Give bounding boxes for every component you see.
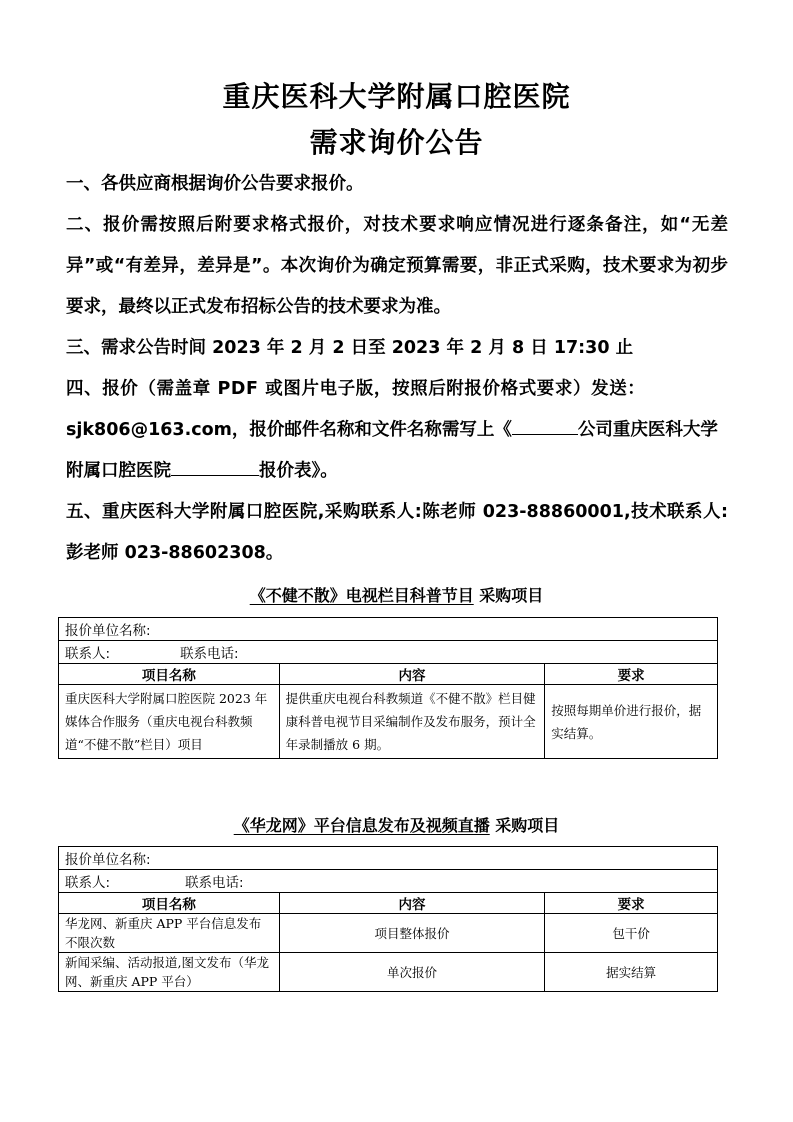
item-2: 二、报价需按照后附要求格式报价，对技术要求响应情况进行逐条备注，如“无差异”或“有差异，差异是”。本次询价为确定预算需要，非正式采购，技术要求为初步要求，最终以正式发布招标公告的技术要求为准。	[66, 215, 728, 317]
row-content: 项目整体报价	[279, 914, 545, 953]
contact-label: 联系人:	[65, 646, 111, 662]
section-2-table	[58, 846, 718, 992]
item-4-line-2	[66, 410, 728, 451]
contact-label: 联系人:	[65, 875, 111, 891]
phone-label: 联系电话:	[185, 875, 244, 891]
header-project-name: 项目名称	[59, 664, 280, 685]
contact-field	[59, 870, 718, 893]
hospital-title: 重庆医科大学附属口腔医院	[222, 80, 571, 113]
row-requirement: 按照每期单价进行报价，据实结算。	[545, 685, 718, 759]
unit-name-field: 报价单位名称:	[59, 618, 718, 641]
table-row	[59, 953, 718, 992]
header-content: 内容	[279, 664, 545, 685]
item-5: 五、重庆医科大学附属口腔医院,采购联系人:陈老师 023-88860001,技术联系人:彭老师 023-88602308。	[66, 502, 728, 563]
header-content: 内容	[279, 893, 545, 914]
company-blank	[512, 420, 578, 435]
item-4-company-suffix: 公司重庆医科大学	[577, 420, 718, 440]
item-1: 一、各供应商根据询价公告要求报价。	[66, 174, 364, 194]
email-text: sjk806@163.com，报价邮件名称和文件名称需写上《	[66, 420, 512, 440]
section-2-title-rest: 采购项目	[489, 816, 560, 835]
row-project-name: 华龙网、新重庆 APP 平台信息发布不限次数	[59, 914, 280, 953]
row-project-name: 重庆医科大学附属口腔医院 2023 年媒体合作服务（重庆电视台科教频道“不健不散”栏目）项目	[59, 685, 280, 759]
item-4-line-1: 四、报价（需盖章 PDF 或图片电子版，按照后附报价格式要求）发送：	[66, 379, 646, 399]
table-row	[59, 685, 718, 759]
item-4-hospital: 附属口腔医院	[66, 461, 171, 481]
section-1-title	[0, 585, 793, 607]
item-4	[66, 369, 728, 492]
row-project-name: 新闻采编、活动报道,图文发布（华龙网、新重庆 APP 平台）	[59, 953, 280, 992]
header-project-name: 项目名称	[59, 893, 280, 914]
section-1-title-main: 《不健不散》电视栏目科普节目	[249, 586, 474, 605]
unit-name-field: 报价单位名称:	[59, 847, 718, 870]
section-2-title	[0, 815, 793, 837]
item-4-end: 报价表》。	[259, 461, 338, 481]
header-requirement: 要求	[545, 664, 718, 685]
row-requirement: 据实结算	[545, 953, 718, 992]
section-2-title-main: 《华龙网》平台信息发布及视频直播	[233, 816, 490, 835]
header-requirement: 要求	[545, 893, 718, 914]
project-blank	[171, 461, 259, 476]
item-3: 三、需求公告时间 2023 年 2 月 2 日至 2023 年 2 月 8 日 17:30 止	[66, 338, 634, 358]
table-row	[59, 914, 718, 953]
section-1-title-rest: 采购项目	[473, 586, 544, 605]
phone-label: 联系电话:	[180, 646, 239, 662]
notice-title: 需求询价公告	[309, 126, 484, 159]
row-content: 单次报价	[279, 953, 545, 992]
row-requirement: 包干价	[545, 914, 718, 953]
item-4-line-3	[66, 451, 728, 492]
contact-field	[59, 641, 718, 664]
row-content: 提供重庆电视台科教频道《不健不散》栏目健康科普电视节目采编制作及发布服务，预计全年录制播放 6 期。	[279, 685, 545, 759]
section-1-table	[58, 617, 718, 759]
